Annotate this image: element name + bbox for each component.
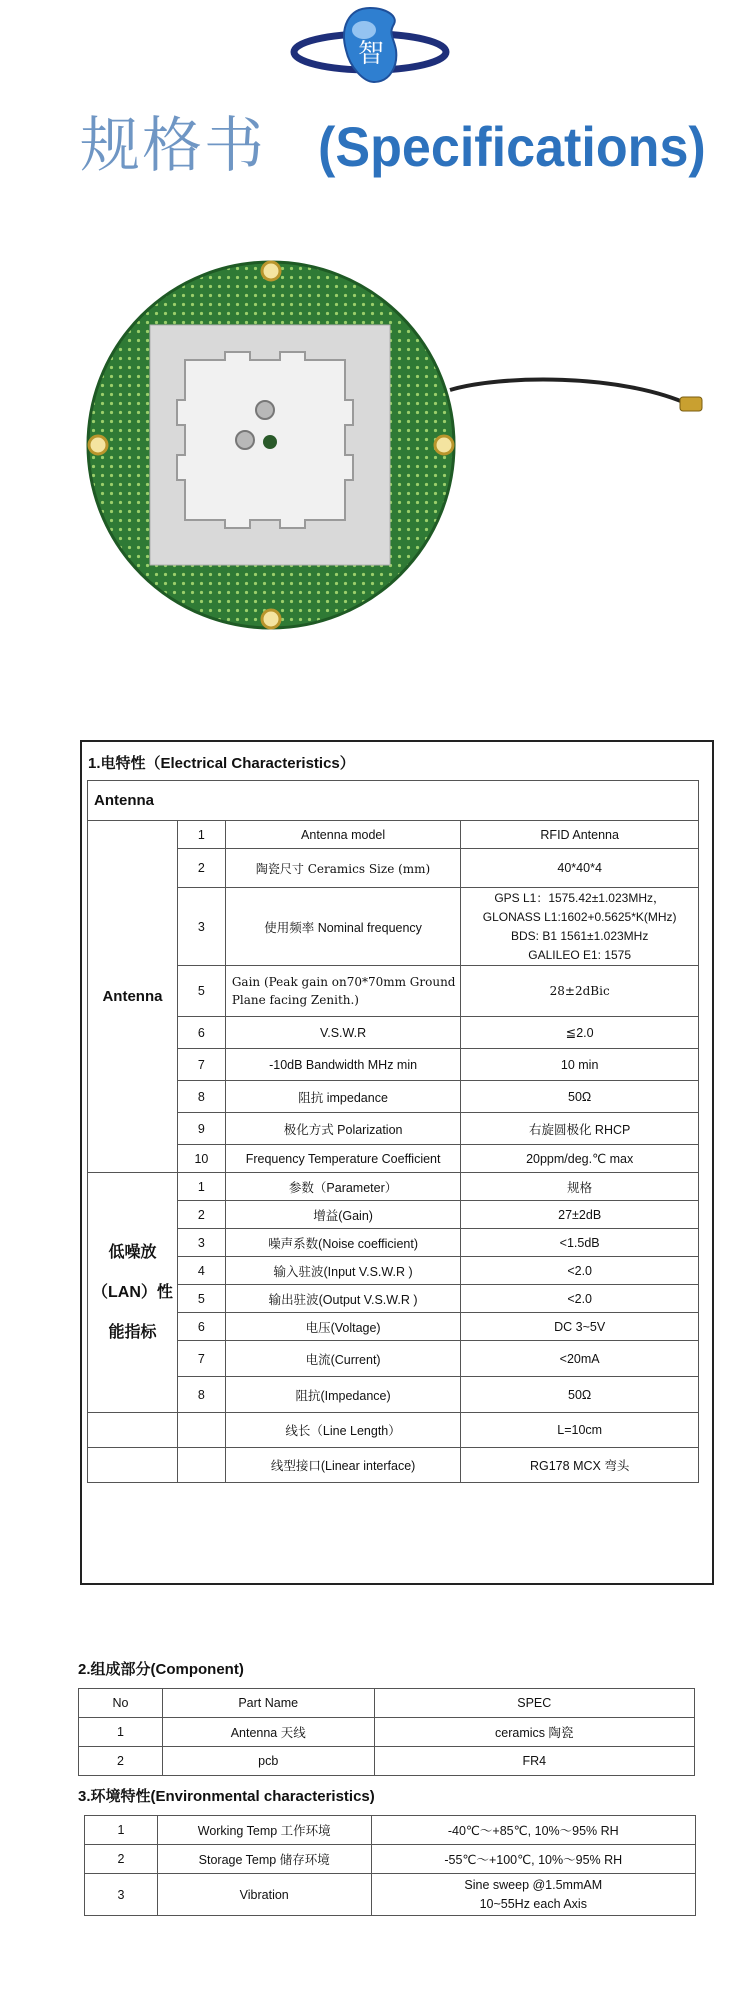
row-value: RG178 MCX 弯头 [461, 1448, 699, 1483]
row-value: <1.5dB [461, 1229, 699, 1257]
lna-label-line: 能指标 [108, 1323, 157, 1341]
row-no: 4 [177, 1257, 225, 1285]
row-param: Antenna model [225, 821, 460, 849]
row-param: 极化方式 Polarization [225, 1113, 460, 1145]
row-value: 10 min [461, 1049, 699, 1081]
row-param: V.S.W.R [225, 1017, 460, 1049]
cell: 2 [79, 1747, 163, 1776]
freq-line: GALILEO E1: 1575 [528, 947, 632, 962]
row-value: 40*40*4 [461, 849, 699, 888]
row-no: 7 [177, 1341, 225, 1377]
empty-cell [177, 1448, 225, 1483]
row-param: 输入驻波(Input V.S.W.R ) [225, 1257, 460, 1285]
row-value: <20mA [461, 1341, 699, 1377]
cell: 2 [85, 1845, 158, 1874]
environmental-table [84, 1815, 696, 1916]
table-row [88, 1201, 699, 1229]
table-row [88, 1081, 699, 1113]
row-param: 线型接口(Linear interface) [225, 1448, 460, 1483]
empty-cell [88, 1448, 178, 1483]
table-header-row [79, 1689, 695, 1718]
row-no: 3 [177, 888, 225, 966]
cell: Vibration [157, 1874, 371, 1916]
row-param: 参数（Parameter） [225, 1173, 460, 1201]
cell: 3 [85, 1874, 158, 1916]
row-param: 电流(Current) [225, 1341, 460, 1377]
row-value-frequencies [461, 888, 699, 966]
row-no: 7 [177, 1049, 225, 1081]
row-param: 阻抗 impedance [225, 1081, 460, 1113]
cell-vibration-spec [371, 1874, 695, 1916]
table-row [88, 1049, 699, 1081]
row-param: Frequency Temperature Coefficient [225, 1145, 460, 1173]
company-logo [290, 0, 450, 90]
table-row [88, 821, 699, 849]
lna-label-line: 低噪放 [108, 1243, 157, 1261]
cell: -55℃～+100℃, 10%～95% RH [371, 1845, 695, 1874]
table-row [88, 1313, 699, 1341]
row-value: <2.0 [461, 1285, 699, 1313]
spec-line: Sine sweep @1.5mmAM [464, 1877, 603, 1892]
row-param: 噪声系数(Noise coefficient) [225, 1229, 460, 1257]
row-no: 5 [177, 1285, 225, 1313]
empty-cell [88, 1413, 178, 1448]
row-value: 右旋圆极化 RHCP [461, 1113, 699, 1145]
row-no: 1 [177, 821, 225, 849]
row-param: 线长（Line Length） [225, 1413, 460, 1448]
cell: 1 [79, 1718, 163, 1747]
table-row [88, 966, 699, 1017]
component-table [78, 1688, 695, 1776]
table-row [85, 1845, 696, 1874]
row-value: 27±2dB [461, 1201, 699, 1229]
cell: Antenna 天线 [162, 1718, 374, 1747]
table-row [79, 1747, 695, 1776]
cell: ceramics 陶瓷 [374, 1718, 694, 1747]
antenna-group-label: Antenna [88, 821, 178, 1173]
row-no: 5 [177, 966, 225, 1017]
row-no: 9 [177, 1113, 225, 1145]
row-value: 20ppm/deg.℃ max [461, 1145, 699, 1173]
table-row [88, 1413, 699, 1448]
table-group-header-row [88, 781, 699, 821]
row-param: 使用频率 Nominal frequency [225, 888, 460, 966]
row-param: -10dB Bandwidth MHz min [225, 1049, 460, 1081]
cell: Storage Temp 储存环境 [157, 1845, 371, 1874]
row-no: 2 [177, 849, 225, 888]
row-no: 1 [177, 1173, 225, 1201]
column-header: No [79, 1689, 163, 1718]
table-row [88, 1113, 699, 1145]
table-row [88, 1377, 699, 1413]
row-no: 10 [177, 1145, 225, 1173]
row-param: 输出驻波(Output V.S.W.R ) [225, 1285, 460, 1313]
electrical-characteristics-table [87, 780, 699, 1483]
row-param: 陶瓷尺寸 Ceramics Size (mm) [225, 849, 460, 888]
group-header-antenna: Antenna [88, 781, 699, 821]
table-row [88, 1229, 699, 1257]
table-row [88, 1173, 699, 1201]
row-value: ≦2.0 [461, 1017, 699, 1049]
lna-group-label [88, 1173, 178, 1413]
table-row [88, 1145, 699, 1173]
table-row [88, 849, 699, 888]
table-row [88, 1017, 699, 1049]
row-value: 50Ω [461, 1081, 699, 1113]
row-value: RFID Antenna [461, 821, 699, 849]
cell: Working Temp 工作环境 [157, 1816, 371, 1845]
cell: FR4 [374, 1747, 694, 1776]
column-header: Part Name [162, 1689, 374, 1718]
row-param: 电压(Voltage) [225, 1313, 460, 1341]
table-row [88, 1257, 699, 1285]
table-row [88, 1285, 699, 1313]
row-value: <2.0 [461, 1257, 699, 1285]
row-value: 28±2dBic [461, 966, 699, 1017]
row-no: 8 [177, 1081, 225, 1113]
antenna-photo [80, 255, 720, 635]
freq-line: GLONASS L1:1602+0.5625*K(MHz) [482, 909, 677, 924]
table-row [85, 1874, 696, 1916]
title-chinese: 规格书 [80, 111, 266, 181]
row-no: 2 [177, 1201, 225, 1229]
freq-line: GPS L1：1575.42±1.023MHz， [494, 890, 665, 905]
row-value: L=10cm [461, 1413, 699, 1448]
row-value: 规格 [461, 1173, 699, 1201]
cell: 1 [85, 1816, 158, 1845]
table-row [88, 1448, 699, 1483]
row-param: 增益(Gain) [225, 1201, 460, 1229]
section3-title: 3.环境特性(Environmental characteristics) [78, 1788, 375, 1805]
column-header: SPEC [374, 1689, 694, 1718]
row-param: 阻抗(Impedance) [225, 1377, 460, 1413]
row-no: 3 [177, 1229, 225, 1257]
row-value: 50Ω [461, 1377, 699, 1413]
spec-line: 10~55Hz each Axis [479, 1896, 587, 1911]
table-row [85, 1816, 696, 1845]
freq-line: BDS: B1 1561±1.023MHz [511, 928, 649, 943]
row-no: 6 [177, 1313, 225, 1341]
cell: -40℃～+85℃, 10%～95% RH [371, 1816, 695, 1845]
table-row [79, 1718, 695, 1747]
lna-label-line: （LAN）性 [92, 1283, 173, 1301]
table-row [88, 888, 699, 966]
row-no: 6 [177, 1017, 225, 1049]
cell: pcb [162, 1747, 374, 1776]
section1-title: 1.电特性（Electrical Characteristics） [88, 755, 355, 772]
title-english: (Specifications) [318, 115, 706, 178]
empty-cell [177, 1413, 225, 1448]
logo-glyph: 智 [357, 39, 385, 69]
row-no: 8 [177, 1377, 225, 1413]
row-value: DC 3~5V [461, 1313, 699, 1341]
section2-title: 2.组成部分(Component) [78, 1661, 244, 1678]
table-row [88, 1341, 699, 1377]
row-param: Gain (Peak gain on70*70mm Ground Plane facing Zenith.) [225, 966, 460, 1017]
